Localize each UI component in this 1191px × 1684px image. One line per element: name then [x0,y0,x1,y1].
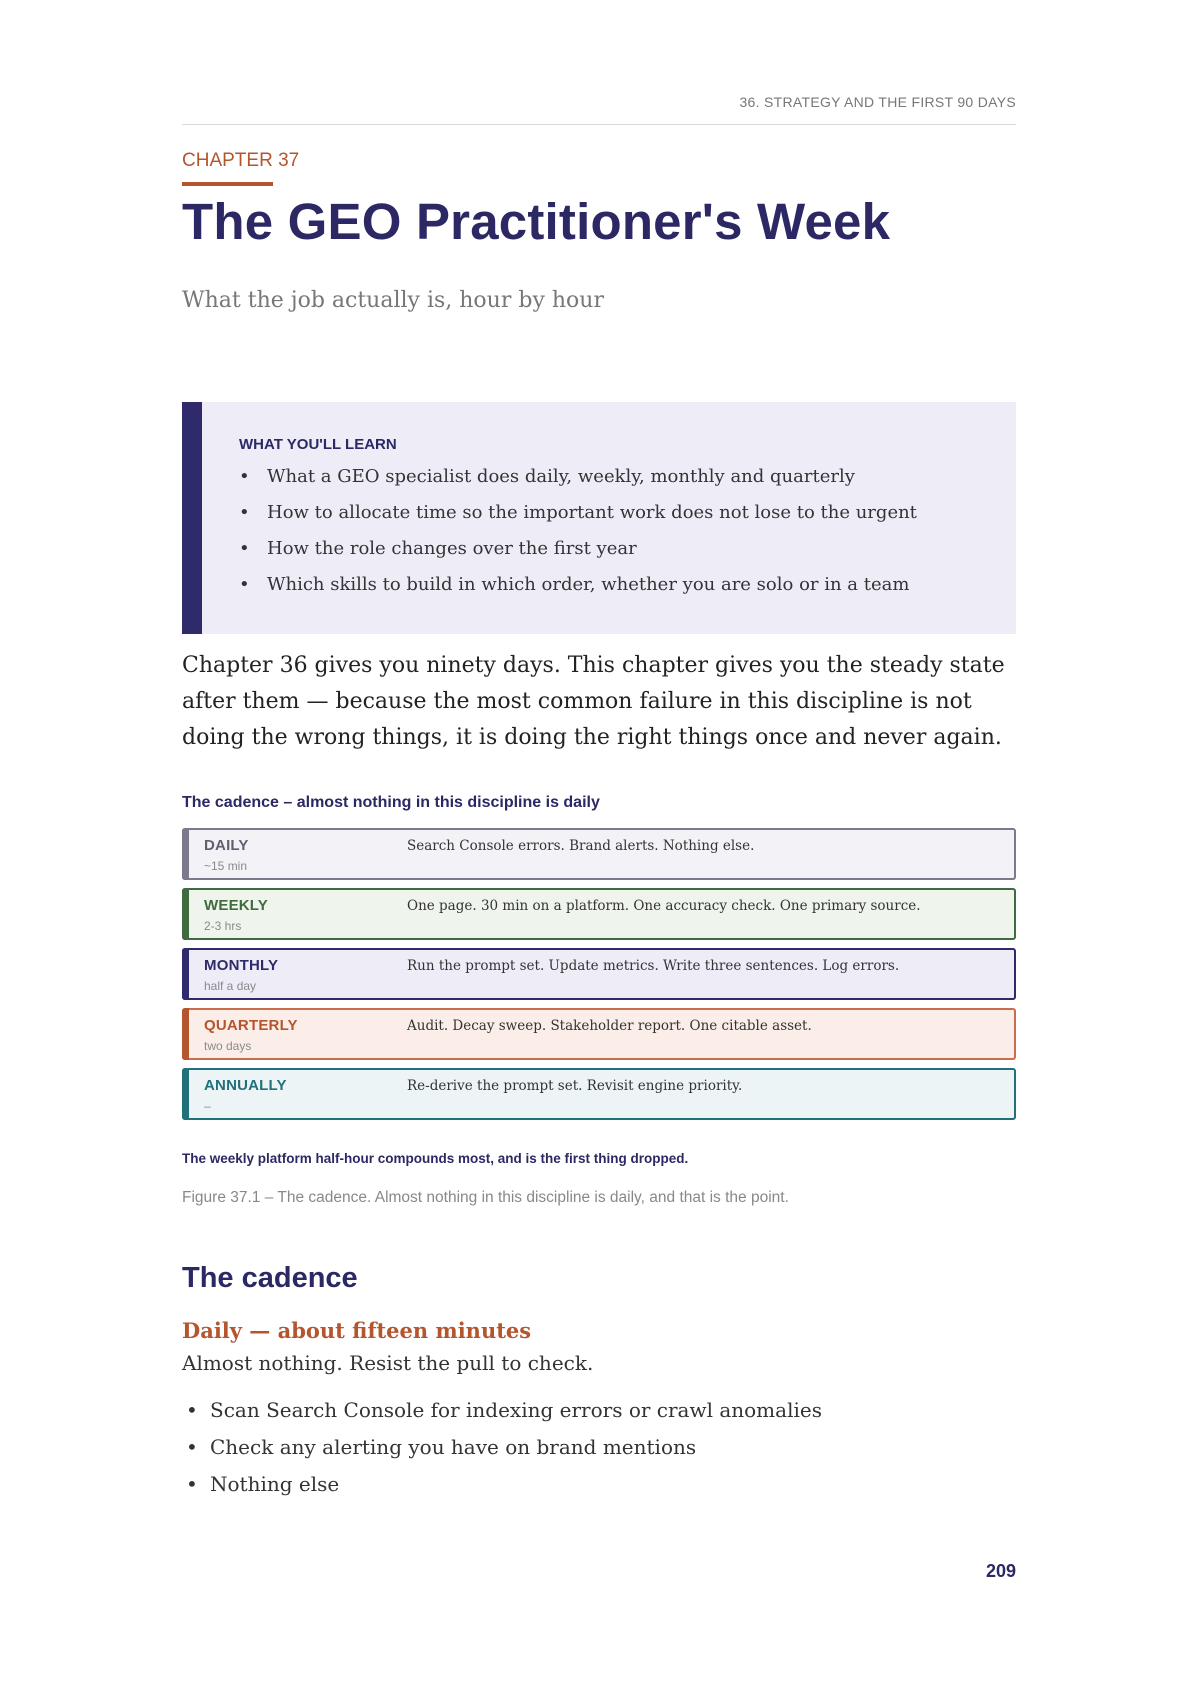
list-item-text: Nothing else [210,1472,340,1496]
figure-note: The weekly platform half-hour compounds most, and is the first thing dropped. [182,1151,689,1166]
cadence-tasks: Audit. Decay sweep. Stakeholder report. One citable asset. [407,1018,812,1034]
list-item [239,536,917,572]
cadence-frequency: MONTHLY [204,957,279,974]
header-divider [182,124,1016,125]
row-accent-bar [182,1068,189,1120]
subsection-lead: Almost nothing. Resist the pull to check. [182,1351,594,1375]
bullet-icon: • [239,538,250,559]
bullet-icon: • [239,574,250,595]
chapter-title: The GEO Practitioner's Week [182,193,891,250]
list-item-text: Scan Search Console for indexing errors or crawl anomalies [210,1398,822,1422]
list-item [239,464,917,500]
row-accent-bar [182,948,189,1000]
bullet-icon: • [239,502,250,523]
list-item [239,572,917,608]
list-item-text: Check any alerting you have on brand mentions [210,1435,697,1459]
list-item-text: How to allocate time so the important work does not lose to the urgent [267,502,917,523]
list-item-text: What a GEO specialist does daily, weekly, monthly and quarterly [267,466,855,487]
cadence-frequency: DAILY [204,837,249,854]
list-item [182,1396,822,1433]
page-number: 209 [985,1561,1016,1581]
row-accent-bar [182,828,189,880]
learning-objectives-box [182,402,1016,634]
cadence-duration: – [204,1099,211,1113]
cadence-row-weekly [182,888,1016,940]
running-head: 36. STRATEGY AND THE FIRST 90 DAYS [739,94,1016,110]
cadence-frequency: WEEKLY [204,897,268,914]
row-accent-bar [182,1008,189,1060]
intro-paragraph: Chapter 36 gives you ninety days. This chapter gives you the steady state after them — because the most common failure in this discipline is not doing the wrong things, it is doing the right things once and never again. [182,653,1005,750]
chapter-label: CHAPTER 37 [182,150,300,171]
learning-objectives-list [239,464,917,608]
bullet-icon: • [186,1472,198,1496]
daily-task-list [182,1396,822,1507]
cadence-duration: ~15 min [204,859,248,873]
row-accent-bar [182,888,189,940]
subsection-heading: Daily — about fifteen minutes [182,1318,532,1343]
cadence-tasks: One page. 30 min on a platform. One accuracy check. One primary source. [407,898,921,914]
cadence-duration: half a day [204,979,257,993]
bullet-icon: • [239,466,250,487]
figure-caption: Figure 37.1 – The cadence. Almost nothing in this discipline is daily, and that is the point. [182,1189,789,1206]
figure-title: The cadence – almost nothing in this discipline is daily [182,794,600,811]
cadence-row-annually [182,1068,1016,1120]
bullet-icon: • [186,1398,198,1422]
cadence-tasks: Search Console errors. Brand alerts. Nothing else. [407,838,755,854]
cadence-duration: two days [204,1039,252,1053]
section-heading: The cadence [182,1262,358,1294]
chapter-underline [182,182,273,186]
bullet-icon: • [186,1435,198,1459]
cadence-tasks: Run the prompt set. Update metrics. Write three sentences. Log errors. [407,958,900,974]
cadence-frequency: ANNUALLY [204,1077,287,1094]
learning-box-heading: WHAT YOU'LL LEARN [239,436,397,453]
cadence-row-quarterly [182,1008,1016,1060]
list-item-text: How the role changes over the first year [267,538,637,559]
list-item [182,1470,822,1507]
cadence-row-daily [182,828,1016,880]
cadence-frequency: QUARTERLY [204,1017,298,1034]
learning-box-accent-bar [182,402,202,634]
chapter-subtitle: What the job actually is, hour by hour [182,288,604,313]
cadence-duration: 2-3 hrs [204,919,242,933]
cadence-row-monthly [182,948,1016,1000]
cadence-tasks: Re-derive the prompt set. Revisit engine priority. [407,1078,743,1094]
list-item-text: Which skills to build in which order, whether you are solo or in a team [267,574,910,595]
list-item [239,500,917,536]
list-item [182,1433,822,1470]
